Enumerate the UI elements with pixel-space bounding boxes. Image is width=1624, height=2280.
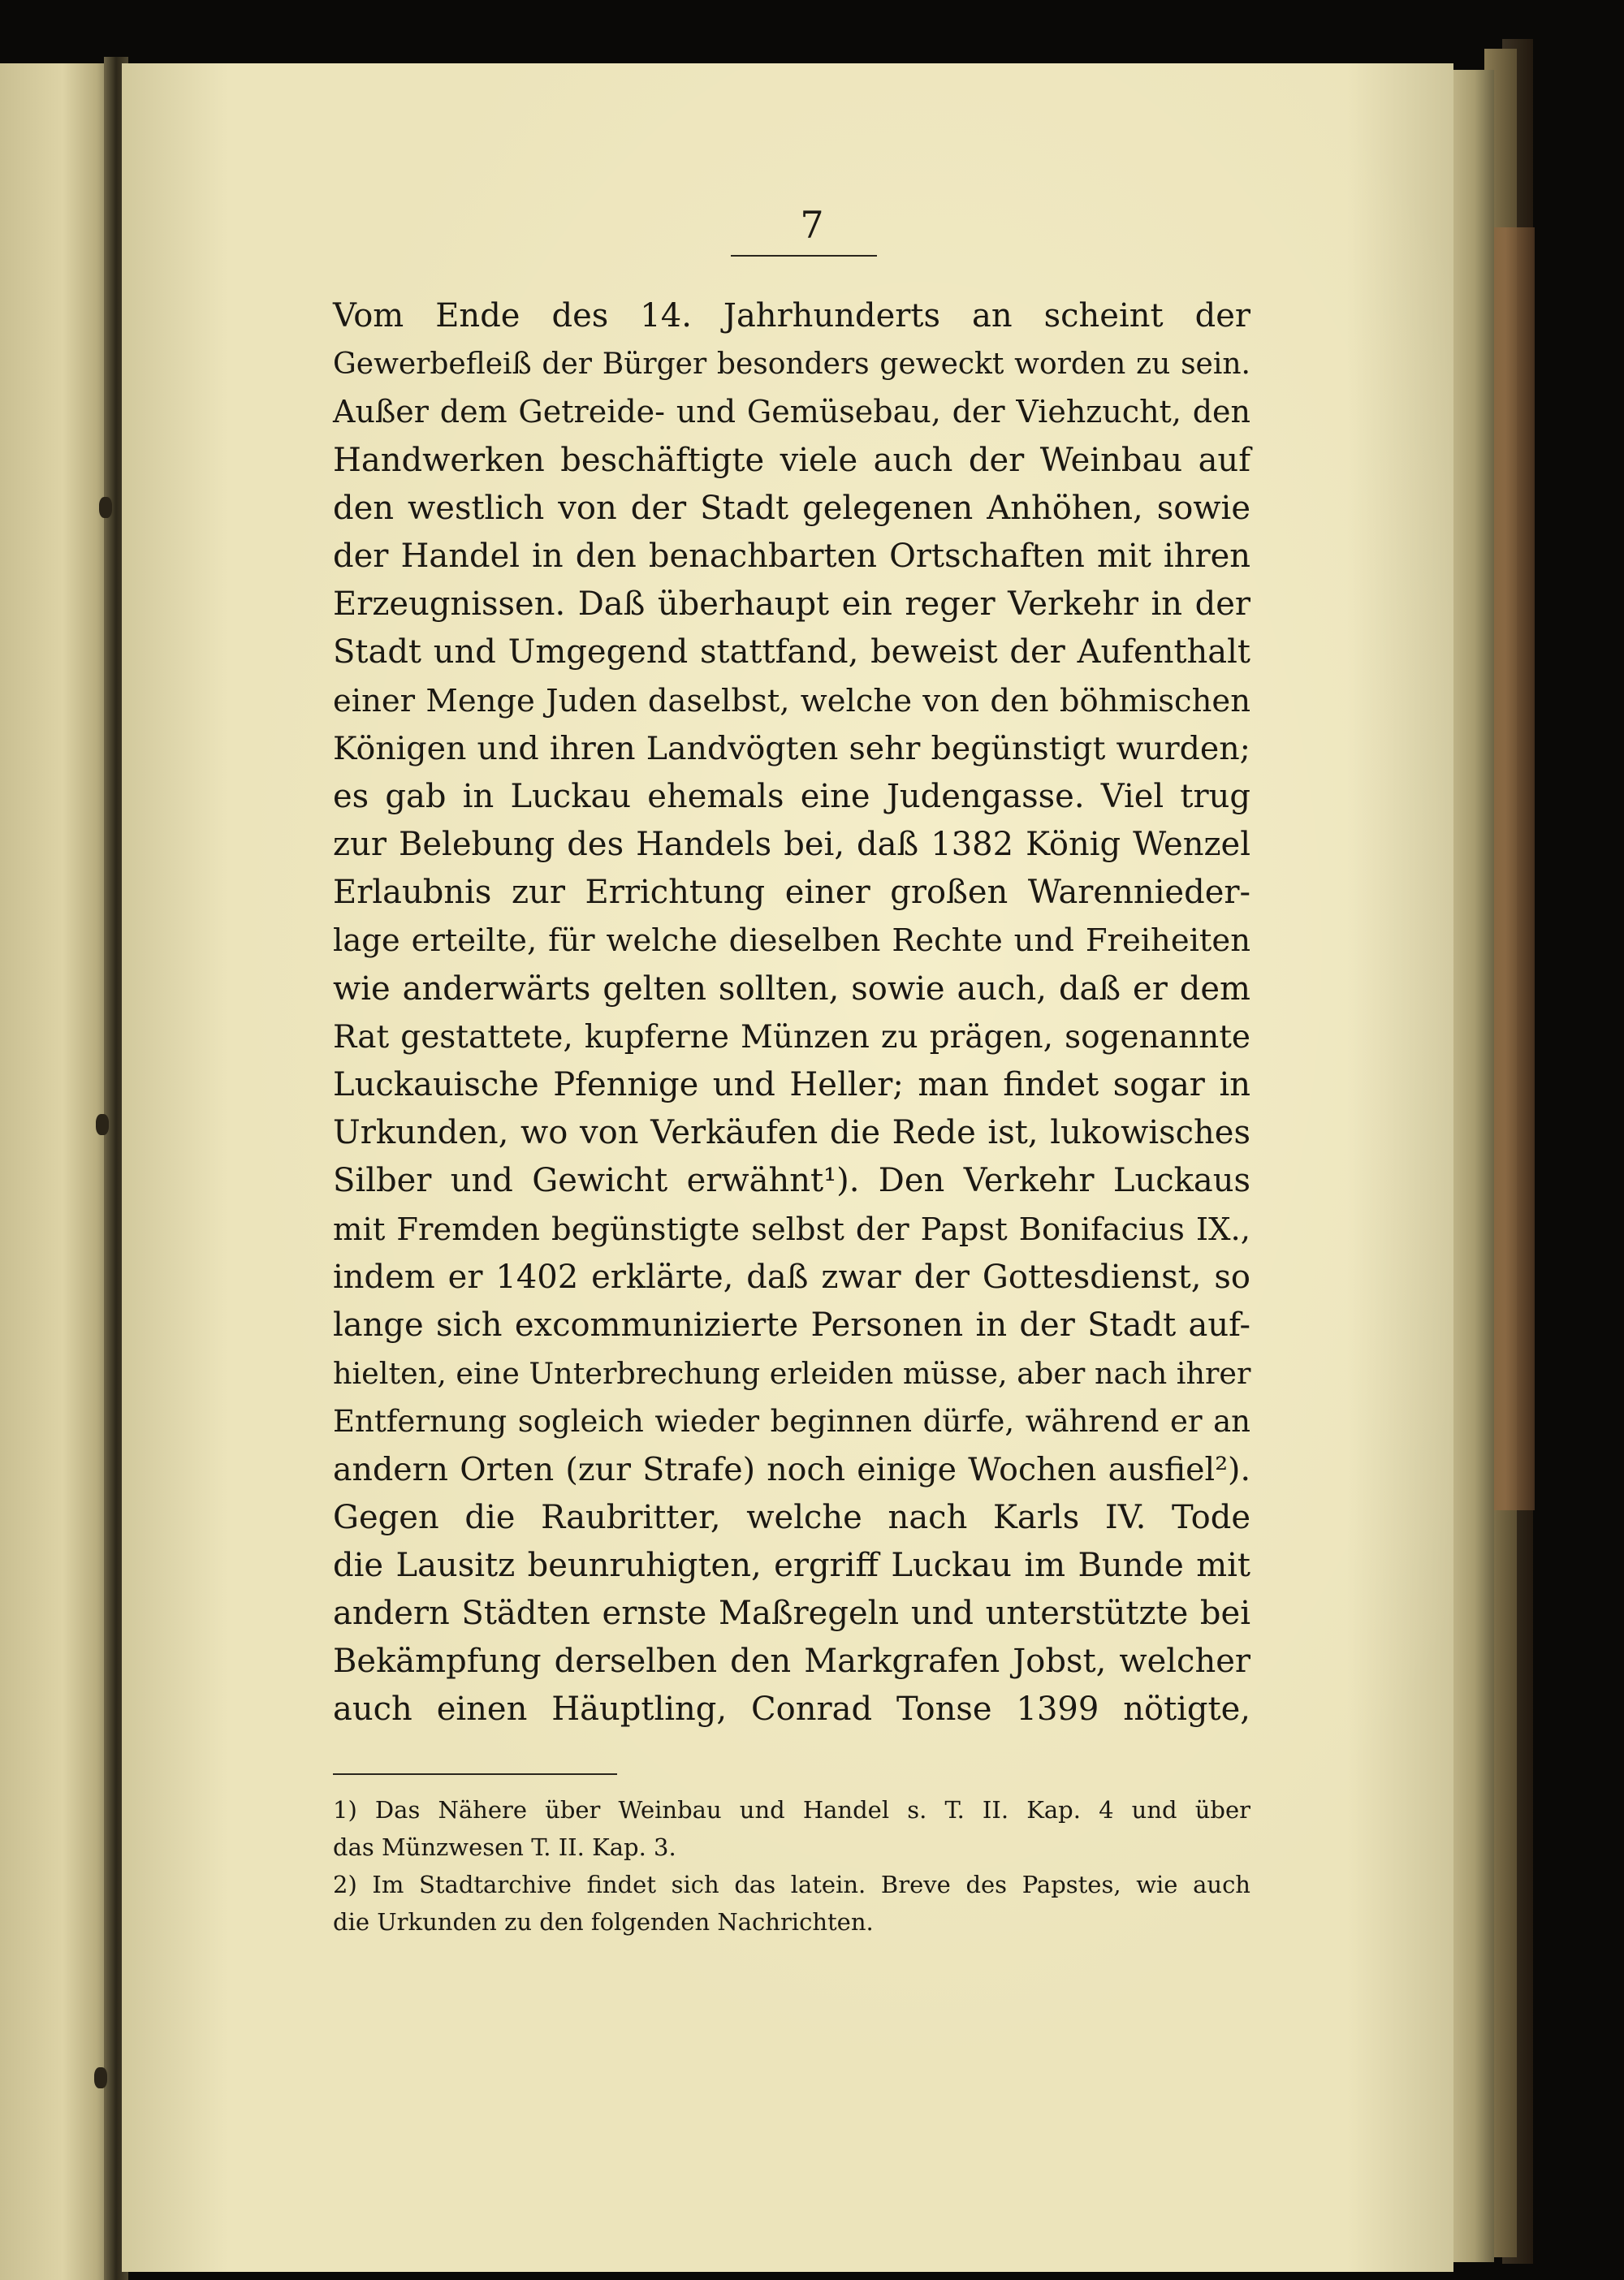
text-line: Bekämpfung derselben den Markgrafen Jobst, welcher: [333, 1643, 1250, 1681]
footnotes: [333, 1791, 1250, 1941]
text-line: der Handel in den benachbarten Ortschaften mit ihren: [333, 537, 1250, 575]
text-line: Silber und Gewicht erwähnt¹). Den Verkehr Luckaus: [333, 1162, 1250, 1200]
text-line: mit Fremden begünstigte selbst der Papst Bonifacius IX.,: [333, 1211, 1250, 1248]
text-line: auch einen Häuptling, Conrad Tonse 1399 nötigte,: [333, 1691, 1250, 1729]
text-line: Entfernung sogleich wieder beginnen dürfe, während er an: [333, 1404, 1250, 1440]
footnote-line: 2) Im Stadtarchive findet sich das latein. Breve des Papstes, wie auch: [333, 1871, 1250, 1898]
text-line: Erzeugnissen. Daß überhaupt ein reger Verkehr in der: [333, 585, 1250, 624]
text-line: andern Städten ernste Maßregeln und unterstützte bei: [333, 1595, 1250, 1633]
text-line: zur Belebung des Handels bei, daß 1382 König Wenzel: [333, 826, 1250, 864]
text-line: andern Orten (zur Strafe) noch einige Wochen ausfiel²).: [333, 1450, 1250, 1488]
text-line: Außer dem Getreide- und Gemüsebau, der Viehzucht, den: [333, 394, 1250, 430]
page-number-rule: [731, 255, 877, 257]
binding-hole: [99, 497, 112, 518]
text-line: die Lausitz beunruhigten, ergriff Luckau im Bunde mit: [333, 1546, 1250, 1584]
text-line: Rat gestattete, kupferne Münzen zu prägen, sogenannte: [333, 1018, 1250, 1056]
text-line: den westlich von der Stadt gelegenen Anhöhen, sowie: [333, 489, 1250, 527]
text-line: Erlaubnis zur Errichtung einer großen Warennieder-: [333, 874, 1250, 912]
text-line: Königen und ihren Landvögten sehr begünstigt wurden;: [333, 729, 1250, 767]
text-line: Urkunden, wo von Verkäufen die Rede ist, lukowisches: [333, 1114, 1250, 1152]
binding-hole: [94, 2067, 107, 2088]
text-line: hielten, eine Unterbrechung erleiden müsse, aber nach ihrer: [333, 1356, 1251, 1392]
body-text: [333, 292, 1250, 1734]
footnote-line: das Münzwesen T. II. Kap. 3.: [333, 1833, 676, 1861]
binding-hole: [96, 1114, 109, 1135]
text-line: Stadt und Umgegend stattfand, beweist der Aufenthalt: [333, 633, 1250, 671]
text-line: einer Menge Juden daselbst, welche von den böhmischen: [333, 682, 1250, 719]
footnote-line: 1) Das Nähere über Weinbau und Handel s. T. II. Kap. 4 und über: [333, 1796, 1250, 1824]
text-line: lage erteilte, für welche dieselben Rechte und Freiheiten: [333, 922, 1250, 960]
previous-page-edge: [0, 63, 114, 2280]
text-line: wie anderwärts gelten sollten, sowie auch, daß er dem: [333, 969, 1250, 1008]
text-line: Luckauische Pfennige und Heller; man findet sogar in: [333, 1066, 1250, 1103]
text-line: indem er 1402 erklärte, daß zwar der Gottesdienst, so: [333, 1258, 1250, 1296]
page-number: 7: [800, 203, 824, 247]
text-line: lange sich excommunizierte Personen in der Stadt auf-: [333, 1306, 1250, 1344]
text-line: Handwerken beschäftigte viele auch der Weinbau auf: [333, 441, 1250, 479]
text-line: Vom Ende des 14. Jahrhunderts an scheint der: [333, 297, 1250, 335]
text-line: Gewerbefleiß der Bürger besonders geweckt worden zu sein.: [333, 348, 1250, 382]
text-line: es gab in Luckau ehemals eine Judengasse. Viel trug: [333, 777, 1250, 815]
text-line: Gegen die Raubritter, welche nach Karls IV. Tode: [333, 1498, 1250, 1536]
footnote-line: die Urkunden zu den folgenden Nachrichten.: [333, 1908, 874, 1936]
footnote-separator: [333, 1773, 617, 1775]
